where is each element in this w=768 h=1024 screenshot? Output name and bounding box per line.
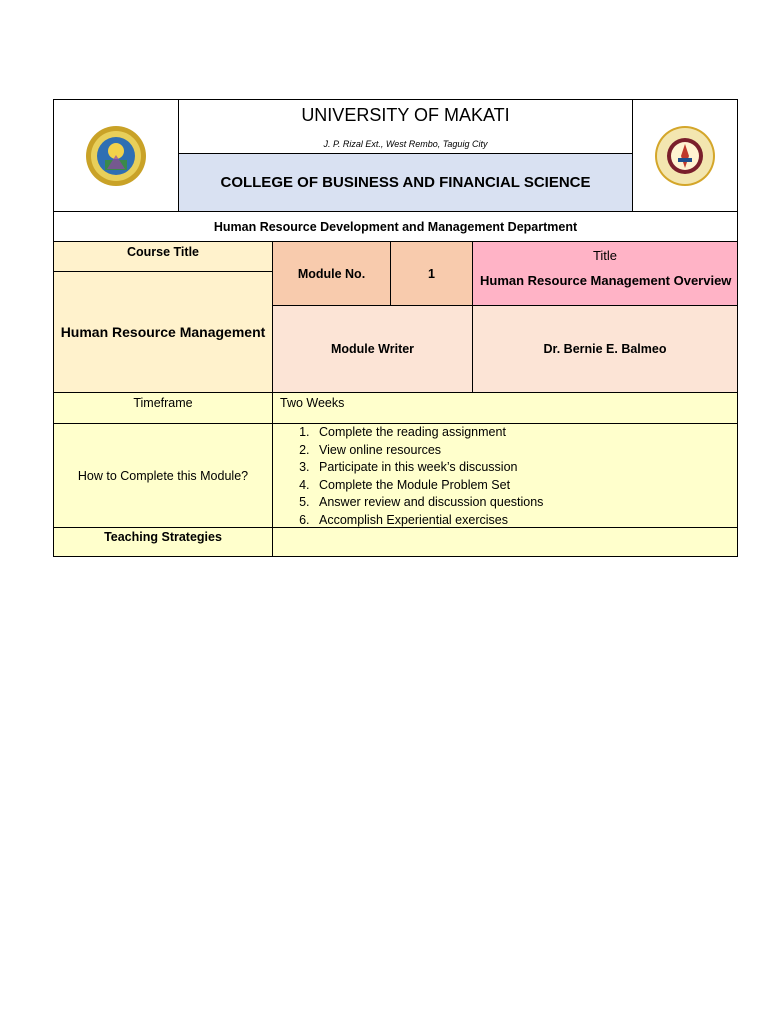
list-item: 4. Complete the Module Problem Set bbox=[313, 477, 737, 495]
title-label: Title bbox=[473, 241, 737, 269]
steps-list bbox=[273, 424, 737, 529]
left-logo-cell bbox=[54, 100, 179, 211]
teaching-strategies-label: Teaching Strategies bbox=[54, 527, 273, 556]
timeframe-label: Timeframe bbox=[54, 392, 273, 423]
module-writer-value: Dr. Bernie E. Balmeo bbox=[473, 305, 737, 392]
list-item: 2. View online resources bbox=[313, 442, 737, 460]
module-no-label: Module No. bbox=[273, 241, 391, 305]
timeframe-value: Two Weeks bbox=[273, 392, 737, 423]
university-title: UNIVERSITY OF MAKATI bbox=[301, 104, 510, 125]
university-address: J. P. Rizal Ext., West Rembo, Taguig City bbox=[323, 139, 488, 149]
course-title-label: Course Title bbox=[54, 241, 273, 272]
list-item: 1. Complete the reading assignment bbox=[313, 424, 737, 442]
title-value: Human Resource Management Overview bbox=[473, 269, 737, 305]
department-row: Human Resource Development and Management Department bbox=[54, 211, 737, 241]
how-to-complete-label: How to Complete this Module? bbox=[54, 423, 273, 527]
right-logo-cell bbox=[632, 100, 737, 211]
how-to-complete-steps bbox=[273, 423, 737, 527]
list-item: 5. Answer review and discussion questions bbox=[313, 494, 737, 512]
course-title-value: Human Resource Management bbox=[54, 272, 273, 392]
list-item: 3. Participate in this week’s discussion bbox=[313, 459, 737, 477]
module-no-value: 1 bbox=[391, 241, 473, 305]
college-name: COLLEGE OF BUSINESS AND FINANCIAL SCIENCE bbox=[179, 153, 632, 211]
list-item: 6. Accomplish Experiential exercises bbox=[313, 512, 737, 530]
teaching-strategies-value bbox=[273, 527, 737, 556]
module-writer-label: Module Writer bbox=[273, 305, 473, 392]
university-seal-right bbox=[654, 125, 716, 187]
university-logo-left bbox=[85, 125, 147, 187]
